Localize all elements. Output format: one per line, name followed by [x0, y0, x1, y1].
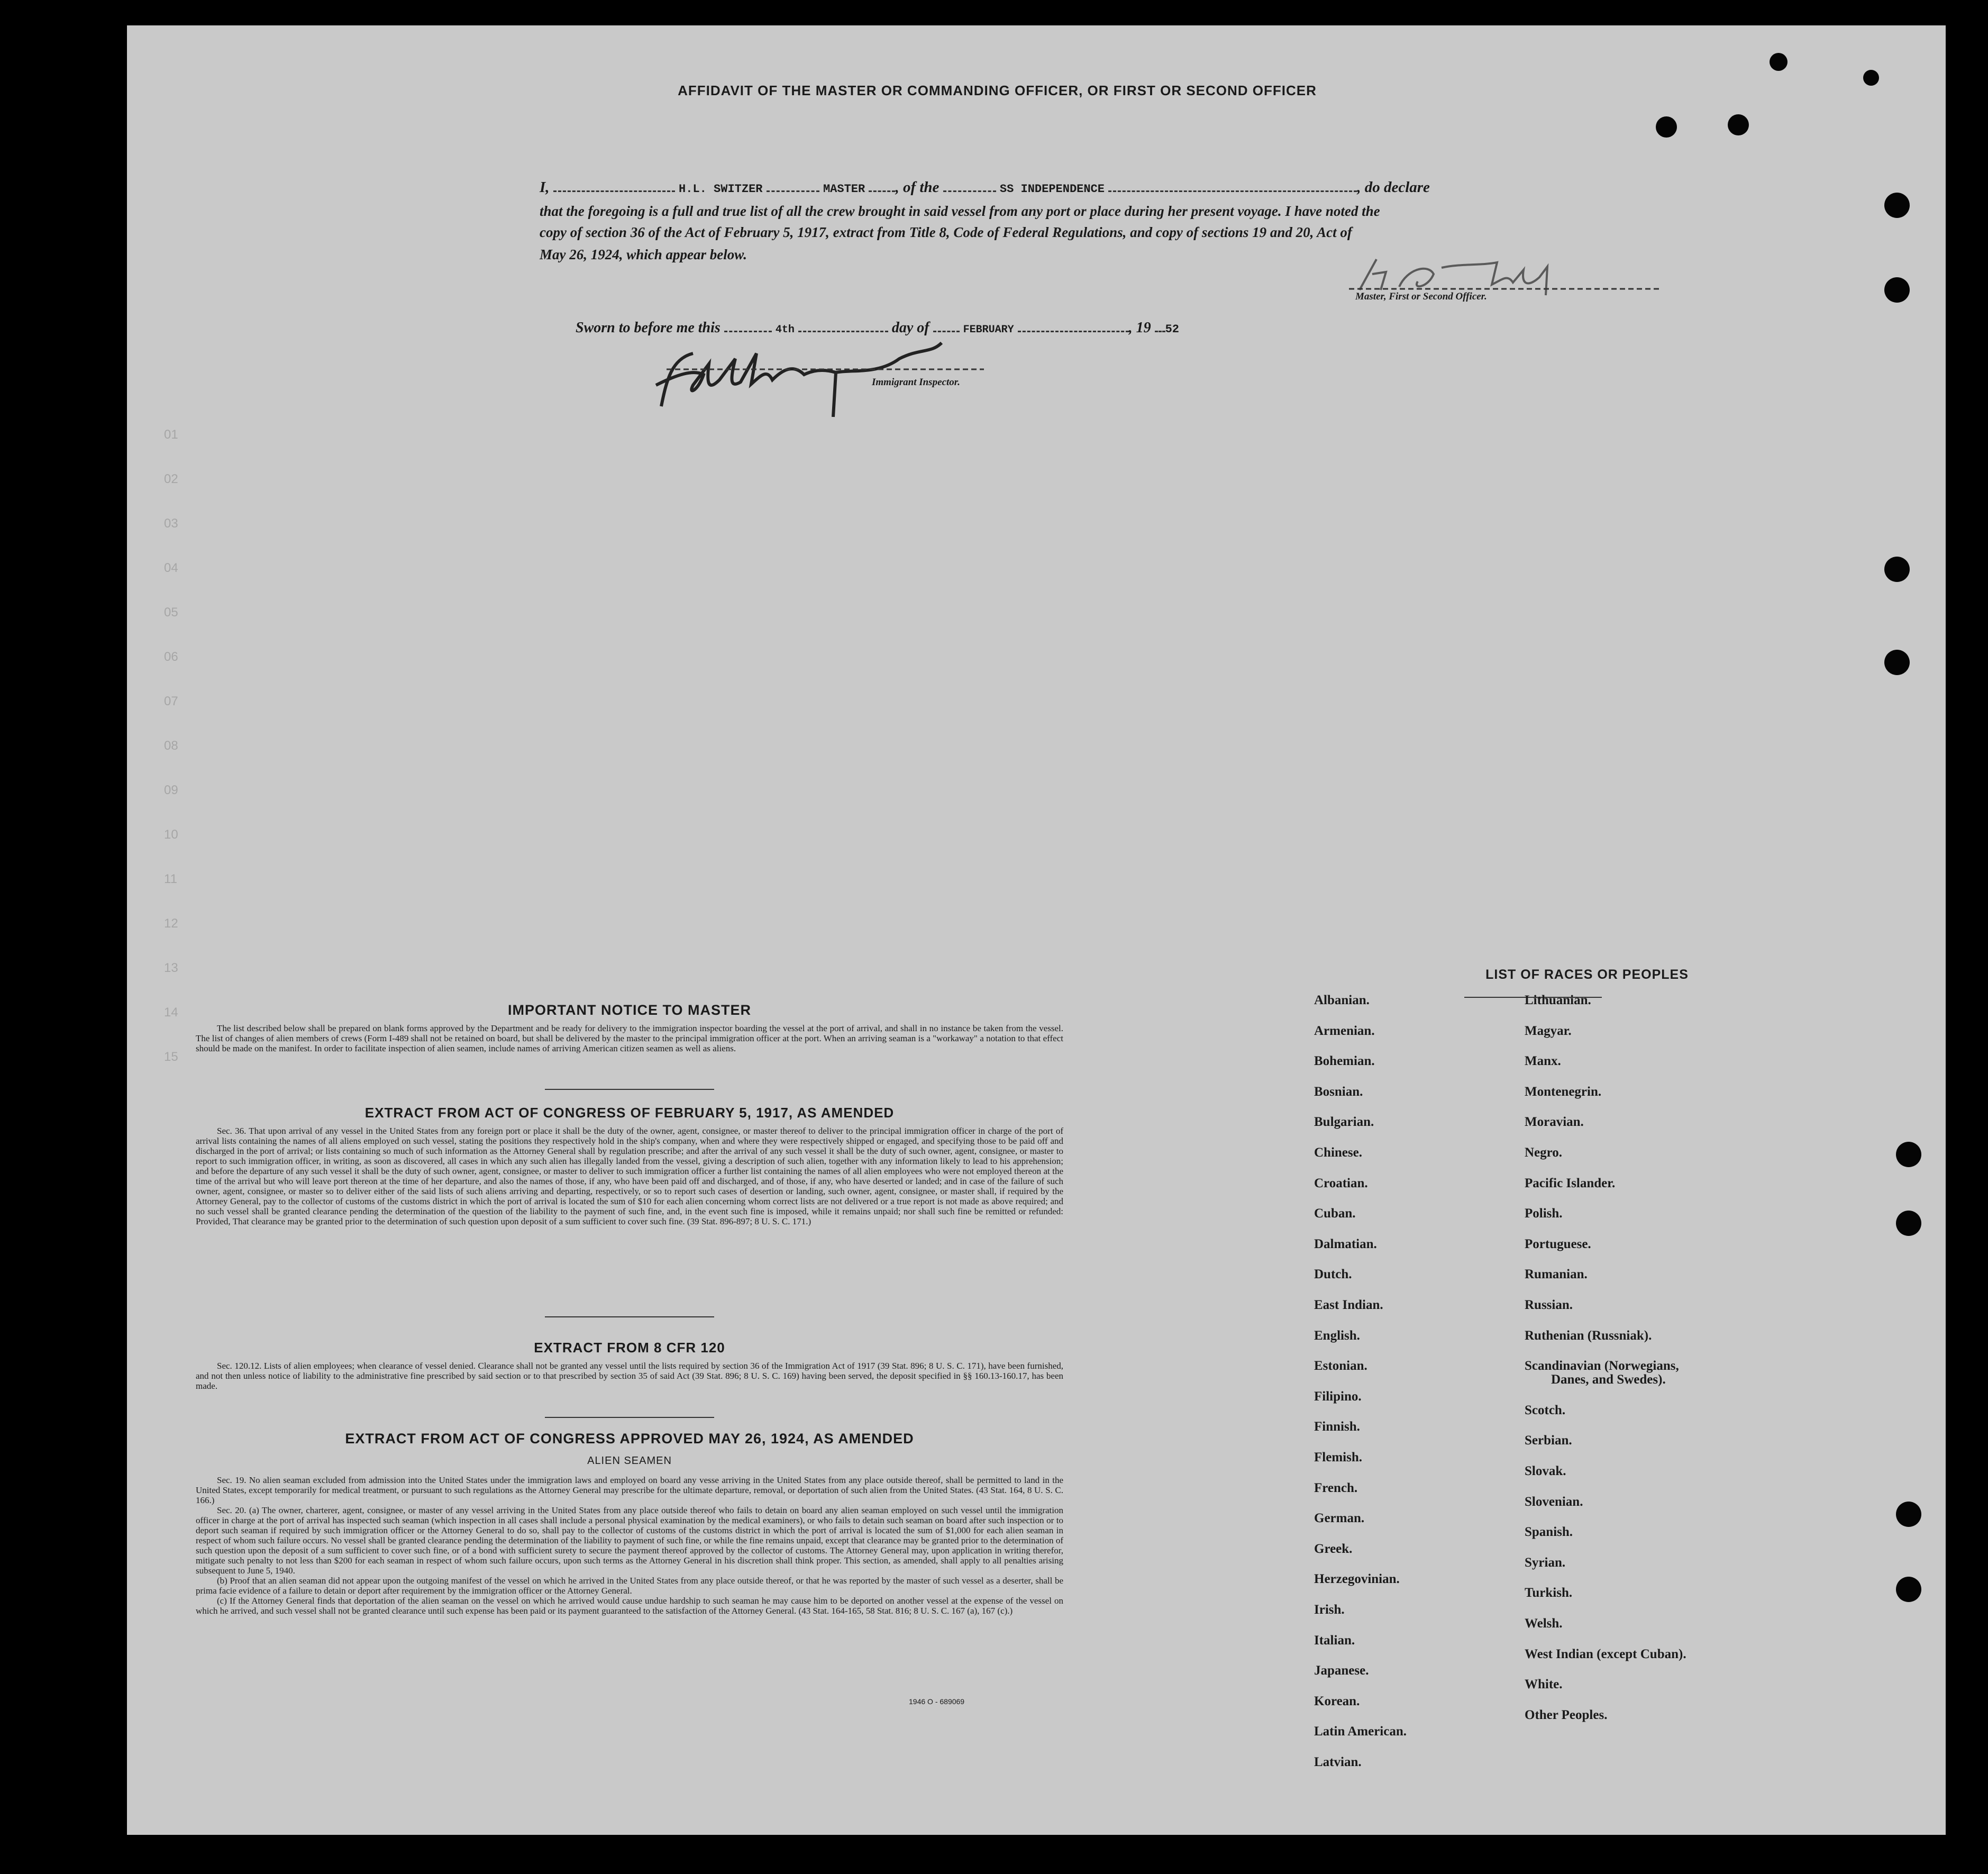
show-through-number: 02: [164, 472, 178, 486]
show-through-number: 15: [164, 1050, 178, 1064]
section-divider: [545, 1089, 714, 1090]
master-rank: MASTER: [823, 183, 865, 196]
show-through-number: 13: [164, 961, 178, 975]
races-title: LIST OF RACES OR PEOPLES: [1485, 967, 1689, 982]
race-item: Manx.: [1525, 1054, 1561, 1069]
extract-1924-title: EXTRACT FROM ACT OF CONGRESS APPROVED MAY 26, 1924, AS AMENDED: [345, 1431, 914, 1447]
extract-1917-body: [196, 1126, 1063, 1226]
show-through-number: 07: [164, 694, 178, 708]
inspector-caption: Immigrant Inspector.: [872, 377, 960, 388]
affidavit-line-4: May 26, 1924, which appear below.: [540, 247, 747, 262]
race-item: Slovak.: [1525, 1464, 1566, 1478]
document-page: [127, 25, 1946, 1835]
sec-19-paragraph: Sec. 19. No alien seaman excluded from admission into the United States under the immigration laws and employed on board any vesse arriving in the United States from any place outside thereof, shall be permitted to land in the United States, except temporarily for medical treatment, or pursuant to such regulations as the Attorney General may prescribe for the ultimate departure, removal, or deportation of such alien from the United States. (43 Stat. 164, 8 U. S. C. 166.): [196, 1475, 1063, 1505]
race-item: Armenian.: [1314, 1023, 1375, 1038]
day-of-label: day of: [891, 320, 929, 336]
race-item: Latvian.: [1314, 1755, 1362, 1769]
race-item: Rumanian.: [1525, 1267, 1588, 1282]
race-item: Scandinavian (Norwegians,: [1525, 1359, 1679, 1373]
race-item: Turkish.: [1525, 1586, 1573, 1600]
race-item: Estonian.: [1314, 1359, 1367, 1373]
notice-body: [196, 1023, 1063, 1053]
race-item: Irish.: [1314, 1603, 1345, 1617]
year-prefix: , 19: [1128, 320, 1151, 336]
race-item: Filipino.: [1314, 1389, 1362, 1404]
race-item: Welsh.: [1525, 1616, 1563, 1631]
show-through-number: 08: [164, 739, 178, 753]
race-item: Chinese.: [1314, 1145, 1362, 1160]
sworn-line: [576, 320, 1179, 336]
sworn-month: FEBRUARY: [963, 324, 1014, 336]
do-declare-label: , do declare: [1357, 179, 1430, 196]
vessel-name: SS INDEPENDENCE: [999, 183, 1105, 196]
show-through-number: 03: [164, 516, 178, 531]
show-through-number: 06: [164, 650, 178, 664]
punch-hole: [1884, 277, 1910, 303]
race-item: English.: [1314, 1328, 1360, 1343]
race-item: Latin American.: [1314, 1724, 1407, 1739]
race-item: Moravian.: [1525, 1115, 1584, 1130]
race-item: Albanian.: [1314, 993, 1370, 1007]
of-the-label: , of the: [895, 179, 940, 196]
section-divider: [545, 1316, 714, 1317]
punch-hole: [1896, 1211, 1921, 1236]
notice-title: IMPORTANT NOTICE TO MASTER: [508, 1002, 751, 1018]
sworn-day: 4th: [775, 324, 795, 336]
race-item: Dalmatian.: [1314, 1236, 1377, 1251]
affidavit-line-3: copy of section 36 of the Act of February 5, 1917, extract from Title 8, Code of Federal Regulations, and copy of sections 19 and 20, Act of: [540, 224, 1352, 240]
race-item: Finnish.: [1314, 1420, 1360, 1434]
race-item: Croatian.: [1314, 1176, 1368, 1190]
show-through-number: 14: [164, 1005, 178, 1020]
race-item: Syrian.: [1525, 1555, 1566, 1570]
punch-hole: [1884, 193, 1910, 218]
race-item: French.: [1314, 1480, 1358, 1495]
punch-hole: [1728, 114, 1749, 135]
punch-hole: [1770, 53, 1788, 71]
race-item: German.: [1314, 1511, 1365, 1526]
show-through-number: 09: [164, 783, 178, 797]
race-item: West Indian (except Cuban).: [1525, 1646, 1686, 1661]
race-item: Magyar.: [1525, 1023, 1572, 1038]
show-through-number: 05: [164, 605, 178, 620]
show-through-number: 11: [164, 872, 177, 886]
affidavit-line-2: that the foregoing is a full and true list of all the crew brought in said vessel from any port or place during her present voyage. I have noted the: [540, 203, 1380, 219]
show-through-number: 12: [164, 916, 178, 931]
extract-1924-body: [196, 1475, 1063, 1616]
race-item: Bohemian.: [1314, 1054, 1375, 1069]
notice-paragraph: The list described below shall be prepared on blank forms approved by the Department and be ready for delivery to the immigration inspector boarding the vessel at the port of arrival, and shall in no instance be taken from the vessel. The list of changes of alien members of crews (Form I-489 shall not be retained on board, but shall be delivered by the master to the principal immigration officer at the port. When an arriving seaman is a "workaway" a notation to that effect should be made on the manifest. In order to facilitate inspection of alien seamen, include names of arriving American citizen seamen as well as aliens.: [196, 1023, 1063, 1053]
race-item: Cuban.: [1314, 1206, 1356, 1221]
sec-20c-paragraph: (c) If the Attorney General finds that deportation of the alien seaman on the vessel on which he arrived would cause undue hardship to such seaman he may cause him to be deported on another vessel at the expense of the vessel on which he arrived, and such vessel shall not be granted clearance until such expense has been paid or its payment guaranteed to the satisfaction of the Attorney General. (43 Stat. 164-165, 58 Stat. 816; 8 U. S. C. 167 (a), 167 (c).): [196, 1596, 1063, 1616]
print-code: 1946 O - 689069: [909, 1697, 965, 1706]
race-item: Negro.: [1525, 1145, 1563, 1160]
affidavit-line-1: [540, 179, 1677, 196]
race-item: Greek.: [1314, 1541, 1353, 1556]
punch-hole: [1896, 1577, 1921, 1602]
race-item: Ruthenian (Russniak).: [1525, 1328, 1652, 1343]
master-name: H.L. SWITZER: [679, 183, 763, 196]
race-item: Danes, and Swedes).: [1551, 1372, 1666, 1387]
race-item: Flemish.: [1314, 1450, 1362, 1464]
show-through-number: 01: [164, 427, 178, 442]
punch-hole: [1884, 650, 1910, 675]
punch-hole: [1884, 557, 1910, 582]
race-item: Bulgarian.: [1314, 1115, 1374, 1130]
punch-hole: [1656, 116, 1677, 138]
extract-cfr-paragraph: Sec. 120.12. Lists of alien employees; when clearance of vessel denied. Clearance shall not be granted any vessel until the lists required by section 36 of the Immigration Act of 1917 (39 Stat. 896; 8 U. S. C. 171), have been furnished, and not then unless notice of liability to the administrative fine prescribed by said section or to that prescribed by section 35 of said Act (39 Stat. 896; 8 U. S. C. 169) having been served, the deposit specified in §§ 160.13-160.17, has been made.: [196, 1361, 1063, 1391]
race-item: Lithuanian.: [1525, 993, 1591, 1007]
race-item: Italian.: [1314, 1633, 1355, 1648]
race-item: Korean.: [1314, 1694, 1360, 1708]
officer-caption: Master, First or Second Officer.: [1355, 291, 1487, 302]
race-item: Scotch.: [1525, 1403, 1566, 1417]
race-item: Herzegovinian.: [1314, 1572, 1400, 1587]
extract-cfr-body: [196, 1361, 1063, 1391]
sworn-year: 52: [1165, 323, 1180, 336]
race-item: Montenegrin.: [1525, 1084, 1602, 1099]
race-item: Japanese.: [1314, 1663, 1369, 1678]
race-item: Russian.: [1525, 1298, 1573, 1312]
race-item: Other Peoples.: [1525, 1707, 1608, 1722]
race-item: White.: [1525, 1677, 1563, 1692]
sec-20a-paragraph: Sec. 20. (a) The owner, charterer, agent, consignee, or master of any vessel arriving in the United States from any place outside thereof who fails to detain on board any alien seaman employed on such vessel until the immigration officer in charge at the port of arrival has inspected such seaman (which inspection in all cases shall include a personal physical examination by the medical examiners), or who fails to detain such seaman on board after such inspection or to deport such seaman if required by such immigration officer or the Attorney General to do so, shall pay to the collector of customs of the customs district in which the port of arrival is located the sum of $1,000 for each alien seaman in respect of whom such failure occurs. No vessel shall be granted clearance pending the determination of the liability to payment of such fine, or while the fine remains unpaid, except that clearance may be granted prior to the determination of such question upon the deposit of a sum sufficient to cover such fine, or of a bond with sufficient surety to secure the payment thereof approved by the collector of customs. The Attorney General may, upon application in writing therefor, mitigate such penalty to not less than $200 for each seaman in respect of whom such failure occurs, upon such terms as the Attorney General in his discretion shall think proper. This section, as amended, shall apply to all penalties arising subsequent to June 5, 1940.: [196, 1505, 1063, 1576]
race-item: Serbian.: [1525, 1433, 1572, 1448]
i-label: I,: [540, 179, 550, 196]
extract-1917-paragraph: Sec. 36. That upon arrival of any vessel in the United States from any foreign port or place it shall be the duty of the owner, agent, consignee, or master thereof to deliver to the principal immigration officer in charge of the port of arrival lists containing the names of all aliens employed on such vessel, stating the positions they respectively hold in the ship's company, when and where they were respectively shipped or engaged, and specifying those to be paid off and discharged in the port of arrival; or lists containing so much of such information as the Attorney General shall by regulation prescribe; and after the arrival of any such vessel it shall be the duty of such owner, agent, consignee, or master to report to such immigration officer, in writing, as soon as discovered, all cases in which any such alien has illegally landed from the vessel, giving a description of such alien, together with any information likely to lead to his apprehension; and before the departure of any such vessel it shall be the duty of such owner, agent, consignee, or master to deliver to such immigration officer a further list containing the names of all alien employees who were not employed thereon at the time of the arrival but who will leave port thereon at the time of her departure, and also the names of those, if any, who have been paid off and discharged, and of those, if any, who have deserted or landed; and in case of the failure of such owner, agent, consignee, or master so to deliver either of the said lists of such aliens arriving and departing, respectively, or so to report such cases of desertion or landing, such owner, agent, consignee, or master shall, if required by the Attorney General, pay to the collector of customs of the customs district in which the port of arrival is located the sum of $10 for each alien concerning whom correct lists are not delivered or a true report is not made as above required; and no such vessel shall be granted clearance pending the determination of the question of the liability to the payment of such fine, and, in the event such fine is imposed, while it remains unpaid; nor shall such fine be remitted or refunded: Provided, That clearance may be granted prior to the determination of such question upon deposit of a sum sufficient to cover such fine. (39 Stat. 896-897; 8 U. S. C. 171.): [196, 1126, 1063, 1226]
race-item: Pacific Islander.: [1525, 1176, 1616, 1190]
section-divider: [545, 1417, 714, 1418]
race-item: Dutch.: [1314, 1267, 1352, 1282]
race-item: Portuguese.: [1525, 1236, 1591, 1251]
race-item: Slovenian.: [1525, 1494, 1583, 1509]
show-through-number: 04: [164, 561, 178, 575]
sec-20b-paragraph: (b) Proof that an alien seaman did not appear upon the outgoing manifest of the vessel on which he arrived in the United States from any place outside thereof, or that he was reported by the master of such vessel as a deserter, shall be prima facie evidence of a failure to detain or deport after requirement by the immigration officer or the Attorney General.: [196, 1576, 1063, 1596]
punch-hole: [1896, 1502, 1921, 1527]
race-item: Spanish.: [1525, 1525, 1573, 1540]
extract-1924-subtitle: ALIEN SEAMEN: [587, 1455, 672, 1467]
sworn-label: Sworn to before me this: [576, 320, 721, 336]
race-item: Polish.: [1525, 1206, 1563, 1221]
affidavit-title: AFFIDAVIT OF THE MASTER OR COMMANDING OFFICER, OR FIRST OR SECOND OFFICER: [678, 83, 1317, 98]
race-item: Bosnian.: [1314, 1084, 1363, 1099]
extract-cfr-title: EXTRACT FROM 8 CFR 120: [534, 1340, 725, 1356]
punch-hole: [1896, 1142, 1921, 1167]
race-item: East Indian.: [1314, 1298, 1383, 1312]
show-through-number: 10: [164, 827, 178, 842]
extract-1917-title: EXTRACT FROM ACT OF CONGRESS OF FEBRUARY 5, 1917, AS AMENDED: [364, 1105, 895, 1121]
